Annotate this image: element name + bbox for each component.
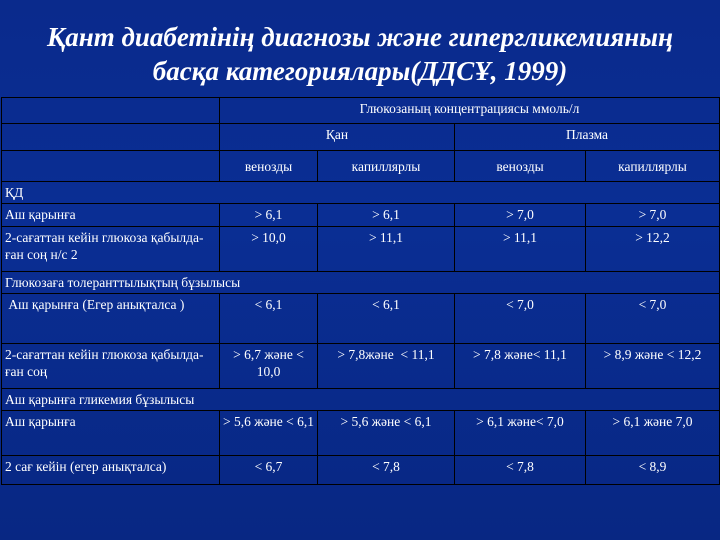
- section-label-igt: Глюкозаға толеранттылықтың бұзылысы: [2, 272, 720, 294]
- value-cell: > 5,6 және < 6,1: [318, 411, 455, 456]
- table-row: [2, 204, 720, 227]
- value-cell: > 7,0: [586, 204, 720, 227]
- value-cell: < 7,0: [586, 294, 720, 344]
- value-cell: > 6,7 және < 10,0: [220, 344, 318, 389]
- header-venous-plasma: венозды: [455, 151, 586, 182]
- value-cell: > 5,6 және < 6,1: [220, 411, 318, 456]
- value-cell: > 11,1: [455, 227, 586, 272]
- value-cell: > 7,8және < 11,1: [318, 344, 455, 389]
- table-row: [2, 294, 720, 344]
- row-label: 2-сағаттан кейін глюкоза қабылда-ған соң н/с 2: [2, 227, 220, 272]
- header-capillary-blood: капиллярлы: [318, 151, 455, 182]
- header-blood: Қан: [220, 124, 455, 151]
- glucose-criteria-table: [1, 97, 720, 485]
- value-cell: < 6,7: [220, 456, 318, 485]
- header-row-source: [2, 124, 720, 151]
- title-line-2: басқа категориялары(ДДСҰ, 1999): [152, 56, 568, 86]
- row-label: 2-сағаттан кейін глюкоза қабылда-ған соң: [2, 344, 220, 389]
- header-empty-cell: [2, 98, 220, 124]
- header-row-sample-type: [2, 151, 720, 182]
- section-label-dm: ҚД: [2, 182, 720, 204]
- table-row: [2, 411, 720, 456]
- header-row-concentration: [2, 98, 720, 124]
- section-row-dm: [2, 182, 720, 204]
- value-cell: > 6,1: [220, 204, 318, 227]
- table-row: [2, 456, 720, 485]
- value-cell: < 7,8: [455, 456, 586, 485]
- row-label: Аш қарынға: [2, 411, 220, 456]
- value-cell: > 10,0: [220, 227, 318, 272]
- header-empty-cell: [2, 124, 220, 151]
- value-cell: > 6,1: [318, 204, 455, 227]
- value-cell: < 7,0: [455, 294, 586, 344]
- section-label-ifg: Аш қарынға гликемия бұзылысы: [2, 389, 720, 411]
- value-cell: < 8,9: [586, 456, 720, 485]
- slide-title: [0, 20, 720, 88]
- value-cell: > 6,1 және 7,0: [586, 411, 720, 456]
- value-cell: > 7,8 және< 11,1: [455, 344, 586, 389]
- header-plasma: Плазма: [455, 124, 720, 151]
- value-cell: > 11,1: [318, 227, 455, 272]
- row-label: Аш қарынға (Егер анықталса ): [2, 294, 220, 344]
- row-label: Аш қарынға: [2, 204, 220, 227]
- value-cell: > 6,1 және< 7,0: [455, 411, 586, 456]
- value-cell: > 8,9 және < 12,2: [586, 344, 720, 389]
- header-concentration: Глюкозаның концентрациясы ммоль/л: [220, 98, 720, 124]
- value-cell: < 6,1: [318, 294, 455, 344]
- value-cell: > 12,2: [586, 227, 720, 272]
- header-capillary-plasma: капиллярлы: [586, 151, 720, 182]
- header-venous-blood: венозды: [220, 151, 318, 182]
- value-cell: > 7,0: [455, 204, 586, 227]
- value-cell: < 7,8: [318, 456, 455, 485]
- section-row-ifg: [2, 389, 720, 411]
- row-label: 2 сағ кейін (егер анықталса): [2, 456, 220, 485]
- value-cell: < 6,1: [220, 294, 318, 344]
- header-empty-cell: [2, 151, 220, 182]
- section-row-igt: [2, 272, 720, 294]
- table-row: [2, 227, 720, 272]
- table-row: [2, 344, 720, 389]
- title-line-1: Қант диабетінің диагнозы және гипергликемияның: [46, 22, 674, 52]
